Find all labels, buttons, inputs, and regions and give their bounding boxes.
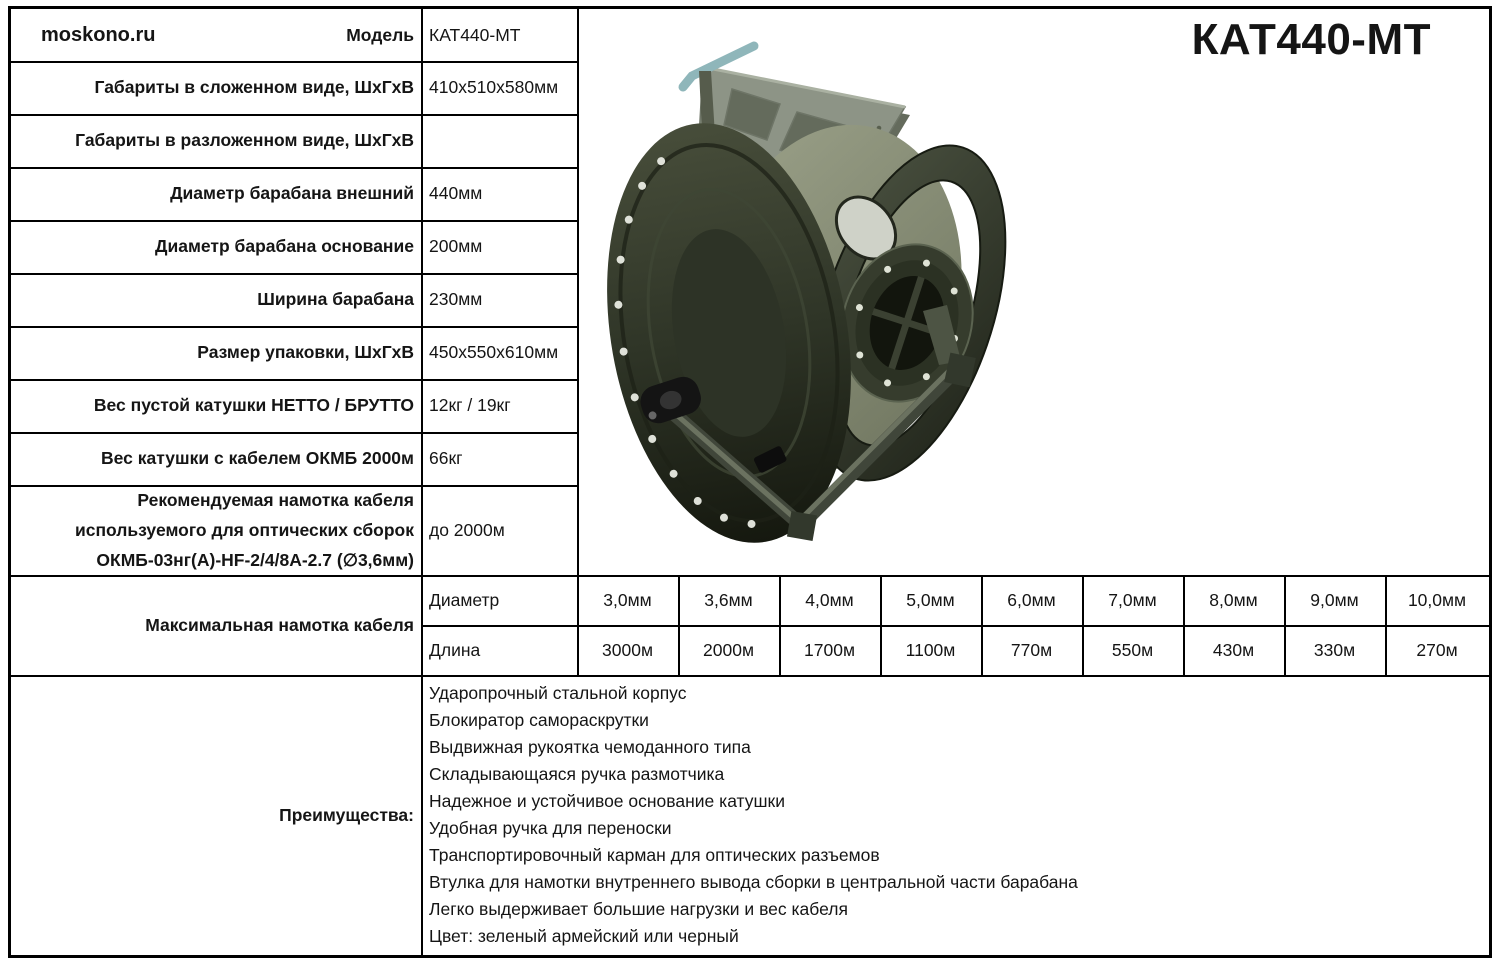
advantage-item: Выдвижная рукоятка чемоданного типа: [429, 736, 751, 757]
divider: [1183, 575, 1185, 675]
divider: [779, 575, 781, 675]
brand-text: moskono.ru: [41, 23, 156, 46]
divider: [11, 167, 579, 169]
spec-value-unfolded-dimensions: [429, 114, 579, 167]
advantage-item: Цвет: зеленый армейский или черный: [429, 926, 739, 947]
winding-diameter-cell: 9,0мм: [1310, 589, 1359, 610]
advantage-item: Транспортировочный карман для оптических разъемов: [429, 845, 880, 866]
divider: [11, 432, 579, 434]
recommended-winding-line: ОКМБ-03нг(А)-HF-2/4/8А-2.7 (∅3,6мм): [96, 550, 414, 570]
spec-label-unfolded-dimensions: Габариты в разложенном виде, ШхГхВ: [75, 130, 414, 150]
spec-label-drum-width: Ширина барабана: [257, 289, 414, 309]
model-label: Модель: [346, 24, 414, 45]
winding-diameter-cell: 8,0мм: [1209, 589, 1258, 610]
product-photo: [579, 13, 1491, 573]
winding-length-cell: 270м: [1416, 639, 1458, 660]
winding-diameter-cell: 4,0мм: [805, 589, 854, 610]
winding-length-cell: 2000м: [703, 639, 754, 660]
advantage-item: Ударопрочный стальной корпус: [429, 682, 687, 703]
winding-length-cell: 1700м: [804, 639, 855, 660]
recommended-winding-line: используемого для оптических сборок: [74, 520, 414, 540]
divider: [11, 273, 579, 275]
winding-length-cell: 770м: [1010, 639, 1053, 660]
spec-value-empty-weight: 12кг / 19кг: [429, 395, 511, 415]
divider: [11, 61, 579, 63]
spec-value-folded-dimensions: 410х510х580мм: [429, 77, 559, 97]
divider: [981, 575, 983, 675]
advantage-item: Втулка для намотки внутреннего вывода сборки в центральной части барабана: [429, 872, 1078, 893]
divider: [421, 9, 423, 955]
spec-label-drum-core-diameter: Диаметр барабана основание: [155, 236, 414, 256]
winding-length-cell: 3000м: [602, 639, 653, 660]
divider: [11, 326, 579, 328]
recommended-winding-line: Рекомендуемая намотка кабеля: [137, 490, 414, 510]
divider: [11, 575, 1489, 577]
spec-value-package-size: 450х550х610мм: [429, 342, 559, 362]
spec-value-loaded-weight: 66кг: [429, 448, 463, 468]
divider: [11, 114, 579, 116]
spec-label-loaded-weight: Вес катушки с кабелем ОКМБ 2000м: [101, 448, 414, 468]
spec-value-recommended-winding: до 2000м: [429, 519, 505, 540]
winding-diameter-cell: 3,6мм: [704, 589, 753, 610]
divider: [11, 675, 1489, 677]
advantage-item: Надежное и устойчивое основание катушки: [429, 790, 785, 811]
spec-label-drum-outer-diameter: Диаметр барабана внешний: [170, 183, 414, 203]
winding-diameter-cell: 7,0мм: [1108, 589, 1157, 610]
winding-diameter-cell: 10,0мм: [1407, 589, 1467, 610]
advantage-item: Легко выдерживает большие нагрузки и вес кабеля: [429, 899, 848, 920]
spec-label-folded-dimensions: Габариты в сложенном виде, ШхГхВ: [94, 77, 414, 97]
winding-length-cell: 550м: [1111, 639, 1154, 660]
divider: [1082, 575, 1084, 675]
winding-length-cell: 330м: [1313, 639, 1356, 660]
model-value: КАТ440-МТ: [429, 24, 521, 45]
spec-value-drum-width: 230мм: [429, 289, 483, 309]
spec-label-recommended-winding: [11, 485, 421, 575]
winding-diameter-cell: 6,0мм: [1007, 589, 1056, 610]
divider: [11, 379, 579, 381]
divider: [1385, 575, 1387, 675]
winding-length-cell: 430м: [1212, 639, 1255, 660]
advantages-label: Преимущества:: [279, 804, 414, 825]
divider: [11, 220, 579, 222]
divider: [577, 9, 579, 677]
spec-label-package-size: Размер упаковки, ШхГхВ: [197, 342, 414, 362]
advantage-item: Складывающаяся ручка размотчика: [429, 763, 725, 784]
divider: [880, 575, 882, 675]
winding-length-row-label: Длина: [429, 639, 481, 660]
spec-value-drum-outer-diameter: 440мм: [429, 183, 483, 203]
winding-diameter-cell: 3,0мм: [603, 589, 652, 610]
divider: [421, 625, 1489, 627]
divider: [678, 575, 680, 675]
divider: [11, 485, 579, 487]
winding-diameter-cell: 5,0мм: [906, 589, 955, 610]
winding-diameter-row-label: Диаметр: [429, 589, 500, 610]
spec-value-drum-core-diameter: 200мм: [429, 236, 483, 256]
winding-length-cell: 1100м: [905, 639, 956, 660]
page-title: КАТ440-МТ: [1191, 15, 1431, 64]
advantage-item: Блокиратор самораскрутки: [429, 709, 649, 730]
max-winding-label: Максимальная намотка кабеля: [145, 614, 414, 635]
spec-label-empty-weight: Вес пустой катушки НЕТТО / БРУТТО: [93, 395, 414, 415]
advantages-list: [429, 677, 1485, 953]
page-border: [8, 6, 1492, 958]
divider: [1284, 575, 1286, 675]
advantage-item: Удобная ручка для переноски: [429, 818, 672, 839]
